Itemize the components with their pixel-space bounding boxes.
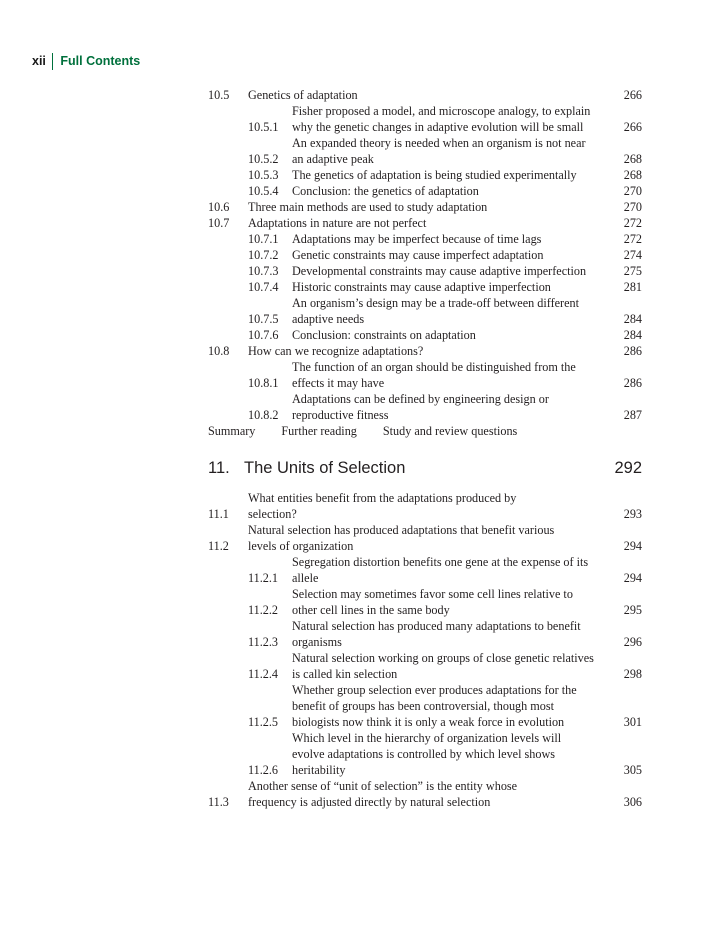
- toc-entry: [208, 327, 642, 343]
- toc-entry: [208, 183, 642, 199]
- entry-number: 10.5.3: [248, 168, 279, 182]
- summary-link: Summary: [208, 424, 256, 438]
- entry-page: 305: [623, 763, 642, 777]
- toc-entry: [208, 522, 642, 554]
- entry-title: Adaptations in nature are not perfect: [248, 216, 427, 230]
- entry-title: Natural selection has produced adaptations that benefit various levels of organization: [248, 523, 555, 553]
- toc-entry: [208, 778, 642, 810]
- entry-title: An expanded theory is needed when an organism is not near an adaptive peak: [292, 136, 586, 166]
- entry-title: Conclusion: the genetics of adaptation: [292, 184, 479, 198]
- entry-number: 10.8.1: [248, 376, 279, 390]
- toc-entry: [208, 295, 642, 327]
- entry-number: 10.7.5: [248, 312, 279, 326]
- entry-page: 272: [623, 232, 642, 246]
- toc-entry: [208, 135, 642, 167]
- toc-entry: [208, 650, 642, 682]
- entry-number: 11.2: [208, 539, 229, 553]
- entry-number: 10.7.4: [248, 280, 279, 294]
- entry-title: Which level in the hierarchy of organization levels will evolve adaptations is controlled by which level shows heritability: [292, 731, 562, 777]
- entry-number: 10.8: [208, 344, 230, 358]
- entry-title: Three main methods are used to study adaptation: [248, 200, 488, 214]
- toc-entry: [208, 231, 642, 247]
- entry-page: 287: [623, 408, 642, 422]
- entry-title: How can we recognize adaptations?: [248, 344, 424, 358]
- entry-title: Genetics of adaptation: [248, 88, 358, 102]
- entry-number: 11.1: [208, 507, 229, 521]
- entry-page: 281: [623, 280, 642, 294]
- entry-title: Conclusion: constraints on adaptation: [292, 328, 476, 342]
- toc-entry: [208, 247, 642, 263]
- toc-entry: [208, 730, 642, 778]
- entry-title: The function of an organ should be distinguished from the effects it may have: [292, 360, 576, 390]
- entry-page: 286: [623, 344, 642, 358]
- entry-title: Fisher proposed a model, and microscope analogy, to explain why the genetic changes in adaptive evolution will be small: [292, 104, 591, 134]
- entry-page: 306: [623, 795, 642, 809]
- entry-page: 298: [623, 667, 642, 681]
- toc-entry: [208, 343, 642, 359]
- entry-title: Segregation distortion benefits one gene at the expense of its allele: [292, 555, 589, 585]
- entry-title: What entities benefit from the adaptations produced by selection?: [248, 491, 517, 521]
- entry-number: 10.7.1: [248, 232, 279, 246]
- entry-number: 11.3: [208, 795, 229, 809]
- toc-entry: [208, 279, 642, 295]
- entry-title: Genetic constraints may cause imperfect adaptation: [292, 248, 544, 262]
- entry-page: 270: [623, 184, 642, 198]
- entry-title: Adaptations can be defined by engineering design or reproductive fitness: [292, 392, 549, 422]
- running-title: Full Contents: [60, 54, 141, 68]
- entry-page: 270: [623, 200, 642, 214]
- entry-title: Natural selection has produced many adaptations to benefit organisms: [292, 619, 581, 649]
- entry-page: 268: [623, 168, 642, 182]
- chapter-10-end-matter: [208, 423, 642, 439]
- entry-number: 10.5.1: [248, 120, 279, 134]
- chapter-page: 292: [614, 459, 642, 477]
- entry-number: 10.7.2: [248, 248, 279, 262]
- entry-title: Whether group selection ever produces adaptations for the benefit of groups has been controversial, though most biologists now think it is only a weak force in evolution: [292, 683, 577, 729]
- entry-page: 295: [623, 603, 642, 617]
- entry-page: 275: [623, 264, 642, 278]
- toc-entry: [208, 586, 642, 618]
- entry-number: 10.7: [208, 216, 230, 230]
- chapter-number: 11.: [208, 459, 230, 477]
- toc-entry: [208, 682, 642, 730]
- chapter-11-entries: [208, 490, 642, 810]
- entry-number: 11.2.2: [248, 603, 279, 617]
- entry-title: The genetics of adaptation is being studied experimentally: [292, 168, 577, 182]
- running-head: [32, 52, 140, 70]
- entry-title: Adaptations may be imperfect because of time lags: [292, 232, 542, 246]
- entry-number: 11.2.6: [248, 763, 279, 777]
- further-reading-link: Further reading: [281, 424, 357, 438]
- toc-entry: [208, 103, 642, 135]
- chapter-title: The Units of Selection: [244, 459, 406, 477]
- entry-page: 301: [623, 715, 642, 729]
- toc-entry: [208, 215, 642, 231]
- entry-title: Developmental constraints may cause adaptive imperfection: [292, 264, 587, 278]
- entry-title: An organism’s design may be a trade-off between different adaptive needs: [292, 296, 579, 326]
- entry-page: 284: [623, 328, 642, 342]
- entry-number: 11.2.4: [248, 667, 279, 681]
- toc-entry: [208, 391, 642, 423]
- study-questions-link: Study and review questions: [382, 424, 518, 438]
- toc-entry: [208, 618, 642, 650]
- entry-number: 11.2.5: [248, 715, 279, 729]
- entry-title: Historic constraints may cause adaptive imperfection: [292, 280, 551, 294]
- entry-number: 10.7.3: [248, 264, 279, 278]
- entry-number: 10.5.2: [248, 152, 279, 166]
- entry-number: 11.2.3: [248, 635, 279, 649]
- chapter-10-entries: [208, 87, 642, 423]
- entry-number: 10.7.6: [248, 328, 279, 342]
- entry-page: 294: [623, 539, 642, 553]
- entry-page: 286: [623, 376, 642, 390]
- entry-page: 294: [623, 571, 642, 585]
- toc-entry: [208, 167, 642, 183]
- entry-title: Selection may sometimes favor some cell lines relative to other cell lines in the same body: [292, 587, 573, 617]
- toc-entry: [208, 490, 642, 522]
- table-of-contents: [208, 87, 642, 810]
- entry-page: 296: [623, 635, 642, 649]
- toc-entry: [208, 199, 642, 215]
- entry-number: 10.6: [208, 200, 230, 214]
- entry-page: 266: [623, 120, 642, 134]
- header-divider: [52, 53, 54, 70]
- entry-page: 272: [623, 216, 642, 230]
- entry-title: Another sense of “unit of selection” is the entity whose frequency is adjusted directly by natural selection: [248, 779, 518, 809]
- entry-page: 268: [623, 152, 642, 166]
- toc-entry: [208, 554, 642, 586]
- entry-number: 10.8.2: [248, 408, 279, 422]
- entry-page: 293: [623, 507, 642, 521]
- entry-page: 274: [623, 248, 642, 262]
- toc-entry: [208, 263, 642, 279]
- toc-entry: [208, 359, 642, 391]
- entry-title: Natural selection working on groups of close genetic relatives is called kin selection: [292, 651, 594, 681]
- entry-number: 10.5: [208, 88, 230, 102]
- toc-entry: [208, 87, 642, 103]
- entry-page: 266: [623, 88, 642, 102]
- entry-number: 11.2.1: [248, 571, 279, 585]
- entry-number: 10.5.4: [248, 184, 279, 198]
- entry-page: 284: [623, 312, 642, 326]
- chapter-heading: [208, 457, 642, 479]
- page-number: xii: [32, 54, 46, 68]
